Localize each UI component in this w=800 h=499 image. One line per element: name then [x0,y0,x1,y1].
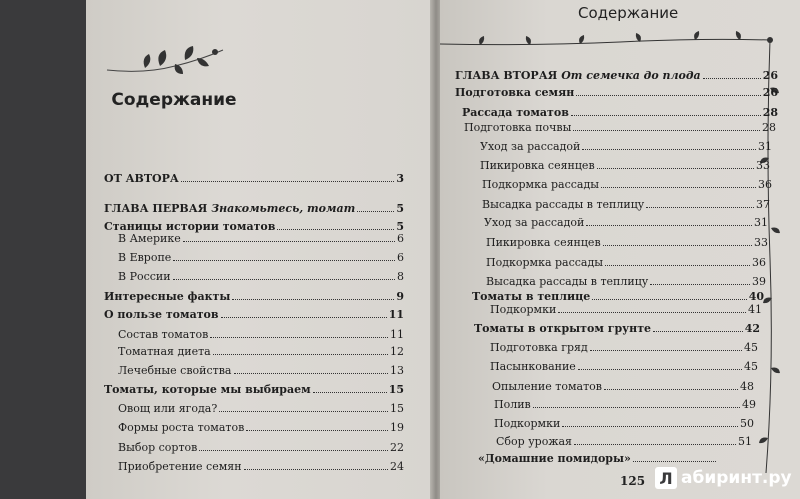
toc-entry-title: Уход за рассадой [484,216,585,229]
toc-entry-subtitle: От семечка до плода [561,69,701,82]
toc-entry-page: 5 [396,220,404,233]
dot-leader [582,149,756,150]
toc-entry-page: 28 [762,121,776,134]
toc-entry-label [118,460,242,473]
toc-entry-title: Подготовка гряд [490,341,588,354]
toc-entry [118,232,404,245]
toc-entry-label [104,290,230,303]
toc-entry-label [472,290,590,303]
toc-entry-label [478,452,631,465]
toc-entry [118,270,404,283]
dot-leader [653,331,743,332]
toc-entry-label [104,383,311,396]
toc-entry-title: Опыление томатов [492,380,602,393]
page-number: 125 [620,474,646,488]
toc-entry-title: Лечебные свойства [118,364,232,377]
toc-entry [482,198,770,211]
dot-leader [574,444,736,445]
toc-entry [118,251,404,264]
toc-entry-title: Станицы истории томатов [104,220,276,233]
toc-entry-page: 45 [744,341,758,354]
dot-leader [313,392,387,393]
dot-leader [646,207,754,208]
toc-entry [118,441,404,454]
toc-entry-label [490,303,556,316]
dot-leader [213,354,388,355]
toc-entry-page: 5 [396,202,404,215]
toc-entry-page: 12 [390,345,404,358]
toc-entry-title: Подкормки [494,417,561,430]
toc-entry-page: 26 [762,69,778,82]
toc-entry-page: 33 [756,159,770,172]
toc-entry-label [484,216,584,229]
toc-entry-title: Пасынкование [490,360,576,373]
toc-entry [104,172,404,185]
toc-entry-subtitle: Знакомьтесь, томат [211,202,356,215]
toc-entry [462,106,778,119]
toc-entry-title: ОТ АВТОРА [104,172,179,185]
toc-entry [494,417,754,430]
toc-entry-page: 19 [390,421,404,434]
dot-leader [181,181,394,182]
toc-entry-label [455,86,574,99]
dot-leader [277,229,394,230]
toc-entry-title: Подкормки [490,303,557,316]
dot-leader [173,279,395,280]
toc-entry-label [490,341,588,354]
toc-entry [486,275,766,288]
toc-entry-title: Пикировка сеянцев [486,236,601,249]
dot-leader [586,225,752,226]
toc-entry [118,345,404,358]
toc-entry-label [118,270,171,283]
toc-entry-label [480,159,595,172]
toc-entry [486,256,766,269]
toc-entry [480,159,770,172]
toc-entry-title: Формы роста томатов [118,421,245,434]
toc-entry-page: 15 [388,383,404,396]
dot-leader [578,369,742,370]
toc-entry-page: 33 [754,236,768,249]
toc-entry-page: 3 [396,172,404,185]
toc-entry-page: 45 [744,360,758,373]
toc-entry-title: Уход за рассадой [480,140,581,153]
toc-entry-title: Приобретение семян [118,460,242,473]
toc-entry-title: Пикировка сеянцев [480,159,595,172]
toc-entry-label [486,236,601,249]
toc-entry-page: 9 [396,290,404,303]
dot-leader [183,241,395,242]
toc-entry-label [104,308,219,321]
toc-entry-page: 15 [390,402,404,415]
toc-entry-title: Овощ или ягода? [118,402,218,415]
toc-entry-page: 36 [752,256,766,269]
toc-entry [104,202,404,215]
toc-entry-label [486,256,603,269]
toc-entry-label [494,417,560,430]
toc-entry-title: Высадка рассады в теплицу [482,198,645,211]
toc-entry-title: Томаты, которые мы выбираем [104,383,311,396]
toc-entry-label [118,345,211,358]
dot-leader [650,284,750,285]
toc-entry-title: ГЛАВА ВТОРАЯ [455,69,558,82]
toc-entry-page: 11 [388,308,404,321]
toc-entry-label [118,364,232,377]
dot-leader [533,407,740,408]
toc-entry [455,86,778,99]
toc-entry-page: 39 [752,275,766,288]
toc-entry [118,460,404,473]
toc-entry-label [118,441,197,454]
dot-leader [603,245,752,246]
toc-entry-label [482,198,644,211]
toc-entry-label [118,328,208,341]
toc-entry [104,383,404,396]
toc-entry [490,341,758,354]
toc-entry [474,322,760,335]
toc-entry [494,398,756,411]
watermark-text: абиринт.ру [681,468,792,488]
toc-entry [482,178,772,191]
dot-leader [232,299,394,300]
toc-entry [496,435,752,448]
dot-leader [558,312,746,313]
page-title: Содержание [111,90,237,110]
toc-entry-title: Подготовка семян [455,86,575,99]
toc-entry [104,308,404,321]
toc-entry [118,364,404,377]
dot-leader [221,317,387,318]
toc-entry [118,328,404,341]
toc-entry-page: 31 [758,140,772,153]
toc-entry-label [496,435,572,448]
dot-leader [357,211,394,212]
toc-entry-title: Выбор сортов [118,441,198,454]
toc-entry-title: Высадка рассады в теплицу [486,275,649,288]
toc-entry-title: Сбор урожая [496,435,572,448]
toc-entry-title: «Домашние помидоры» [478,452,631,465]
toc-entry-title: Рассада томатов [462,106,569,119]
toc-entry-page: 40 [748,290,764,303]
toc-entry [464,121,776,134]
toc-entry [490,360,758,373]
toc-entry-label [480,140,580,153]
toc-entry [490,303,762,316]
toc-entry-page: 13 [390,364,404,377]
toc-entry-page: 49 [742,398,756,411]
toc-entry [104,290,404,303]
toc-entry [480,140,772,153]
dot-leader [601,187,756,188]
leaf-ornament-icon [105,44,225,78]
toc-entry-label [118,251,171,264]
toc-entry-label [482,178,599,191]
dot-leader [597,168,754,169]
toc-entry-page: 42 [744,322,760,335]
running-header: Содержание [578,4,679,22]
dot-leader [244,469,388,470]
toc-entry-title: Полив [494,398,531,411]
toc-entry-title: Томатная диета [118,345,211,358]
toc-entry-title: Интересные факты [104,290,231,303]
toc-entry-page: 51 [738,435,752,448]
toc-entry-page: 48 [740,380,754,393]
dot-leader [210,337,388,338]
toc-entry [118,421,404,434]
dot-leader [571,115,761,116]
toc-entry-page: 6 [397,251,404,264]
dot-leader [576,95,760,96]
toc-entry-label [455,69,701,82]
toc-entry-label [492,380,602,393]
toc-entry-title: ГЛАВА ПЕРВАЯ [104,202,208,215]
toc-entry-page: 26 [762,86,778,99]
toc-entry-title: Томаты в открытом грунте [474,322,652,335]
toc-entry-title: В Европе [118,251,172,264]
toc-entry-title: Подготовка почвы [464,121,572,134]
dot-leader [573,130,760,131]
labirint-logo-icon: Л [655,467,677,489]
toc-entry-label [118,421,244,434]
toc-entry-label [486,275,648,288]
dot-leader [703,78,761,79]
dot-leader [173,260,395,261]
dot-leader [633,461,716,462]
toc-entry-title: В России [118,270,171,283]
toc-entry-label [104,172,179,185]
toc-entry-label [474,322,651,335]
toc-entry-page: 31 [754,216,768,229]
toc-entry-page: 22 [390,441,404,454]
toc-entry-label [104,202,355,215]
dot-leader [234,373,389,374]
toc-entry-page: 8 [397,270,404,283]
toc-entry-page: 11 [390,328,404,341]
watermark [655,463,792,493]
toc-entry-label [118,402,217,415]
toc-entry-title: О пользе томатов [104,308,219,321]
toc-entry [484,216,768,229]
toc-entry-label [490,360,576,373]
toc-entry-label [462,106,569,119]
toc-entry-page: 6 [397,232,404,245]
dot-leader [592,299,746,300]
dot-leader [605,265,750,266]
dot-leader [604,389,738,390]
toc-entry-page: 24 [390,460,404,473]
toc-entry-title: Томаты в теплице [472,290,591,303]
toc-entry [455,69,778,82]
toc-entry-page: 41 [748,303,762,316]
toc-entry [118,402,404,415]
toc-entry-page: 50 [740,417,754,430]
toc-entry-label [494,398,531,411]
toc-entry-title: Состав томатов [118,328,209,341]
toc-entry-label [464,121,571,134]
dot-leader [199,450,388,451]
toc-entry-title: Подкормка рассады [486,256,604,269]
toc-entry-page: 37 [756,198,770,211]
dot-leader [219,411,388,412]
toc-entry [472,290,764,303]
toc-entry [492,380,754,393]
dot-leader [562,426,738,427]
dot-leader [246,430,388,431]
toc-entry-title: В Америке [118,232,181,245]
dot-leader [590,350,742,351]
toc-entry-page: 36 [758,178,772,191]
toc-entry [486,236,768,249]
toc-entry-title: Подкормка рассады [482,178,600,191]
toc-entry-page: 28 [762,106,778,119]
toc-entry-label [118,232,181,245]
